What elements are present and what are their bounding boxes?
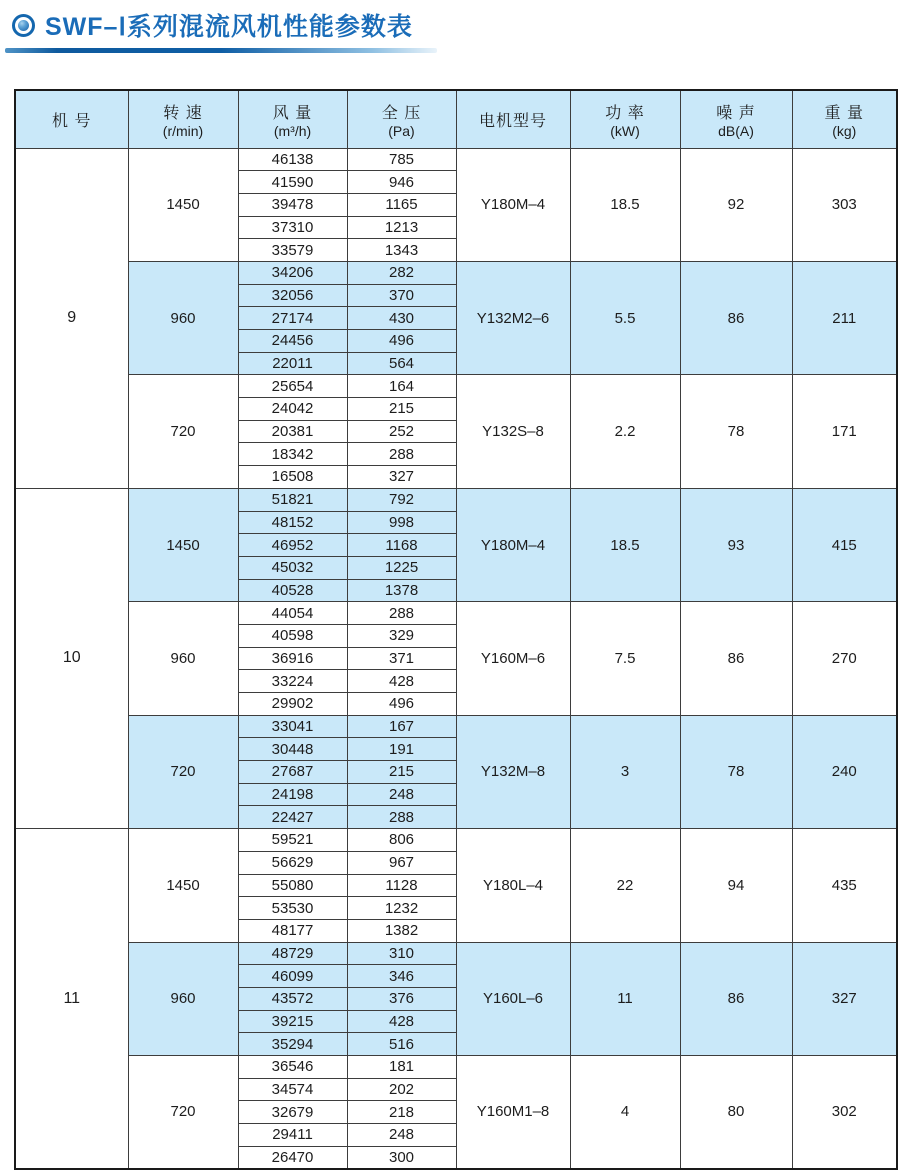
table-row <box>15 261 897 284</box>
table-row <box>15 148 897 171</box>
cell-airflow: 22011 <box>238 352 347 375</box>
cell-pressure: 496 <box>347 693 456 716</box>
cell-pressure: 785 <box>347 148 456 171</box>
cell-speed: 960 <box>128 602 238 715</box>
cell-airflow: 40598 <box>238 624 347 647</box>
cell-airflow: 18342 <box>238 443 347 466</box>
table-row <box>15 375 897 398</box>
table-row <box>15 602 897 625</box>
page-title: SWF–Ⅰ系列混流风机性能参数表 <box>45 13 413 41</box>
cell-power: 18.5 <box>570 148 680 261</box>
cell-airflow: 29411 <box>238 1124 347 1147</box>
cell-pressure: 1225 <box>347 556 456 579</box>
cell-weight: 435 <box>792 829 897 942</box>
cell-weight: 303 <box>792 148 897 261</box>
cell-weight: 211 <box>792 261 897 374</box>
header-row <box>15 90 897 148</box>
title-underline <box>5 48 437 53</box>
cell-pressure: 967 <box>347 851 456 874</box>
table-header <box>15 90 897 148</box>
cell-motor-model: Y160L–6 <box>456 942 570 1055</box>
cell-airflow: 41590 <box>238 171 347 194</box>
cell-pressure: 998 <box>347 511 456 534</box>
cell-airflow: 20381 <box>238 420 347 443</box>
cell-power: 22 <box>570 829 680 942</box>
cell-weight: 270 <box>792 602 897 715</box>
table-row <box>15 488 897 511</box>
cell-weight: 302 <box>792 1056 897 1169</box>
table-row <box>15 1056 897 1079</box>
cell-motor-model: Y160M–6 <box>456 602 570 715</box>
cell-power: 5.5 <box>570 261 680 374</box>
col-header-airflow: 风 量 (m³/h) <box>238 90 347 148</box>
cell-pressure: 1165 <box>347 193 456 216</box>
cell-airflow: 39478 <box>238 193 347 216</box>
cell-pressure: 792 <box>347 488 456 511</box>
cell-pressure: 946 <box>347 171 456 194</box>
cell-airflow: 24198 <box>238 783 347 806</box>
col-header-noise: 噪 声 dB(A) <box>680 90 792 148</box>
cell-airflow: 39215 <box>238 1010 347 1033</box>
cell-power: 2.2 <box>570 375 680 488</box>
cell-motor-model: Y180M–4 <box>456 488 570 601</box>
cell-motor-model: Y180M–4 <box>456 148 570 261</box>
cell-airflow: 46138 <box>238 148 347 171</box>
cell-noise: 86 <box>680 942 792 1055</box>
cell-motor-model: Y160M1–8 <box>456 1056 570 1169</box>
cell-airflow: 53530 <box>238 897 347 920</box>
cell-airflow: 27687 <box>238 761 347 784</box>
cell-power: 18.5 <box>570 488 680 601</box>
cell-pressure: 191 <box>347 738 456 761</box>
cell-pressure: 181 <box>347 1056 456 1079</box>
cell-airflow: 24456 <box>238 330 347 353</box>
table-row <box>15 829 897 852</box>
cell-airflow: 48729 <box>238 942 347 965</box>
cell-airflow: 33579 <box>238 239 347 262</box>
col-header-machine-no: 机 号 <box>15 90 128 148</box>
cell-pressure: 376 <box>347 987 456 1010</box>
cell-speed: 960 <box>128 942 238 1055</box>
cell-airflow: 16508 <box>238 466 347 489</box>
cell-pressure: 1213 <box>347 216 456 239</box>
cell-noise: 78 <box>680 375 792 488</box>
cell-airflow: 32056 <box>238 284 347 307</box>
cell-pressure: 218 <box>347 1101 456 1124</box>
cell-airflow: 26470 <box>238 1146 347 1169</box>
cell-pressure: 370 <box>347 284 456 307</box>
cell-pressure: 1382 <box>347 919 456 942</box>
cell-pressure: 1343 <box>347 239 456 262</box>
cell-airflow: 56629 <box>238 851 347 874</box>
cell-airflow: 33224 <box>238 670 347 693</box>
cell-power: 3 <box>570 715 680 828</box>
cell-noise: 80 <box>680 1056 792 1169</box>
cell-speed: 720 <box>128 375 238 488</box>
cell-speed: 720 <box>128 715 238 828</box>
cell-noise: 86 <box>680 261 792 374</box>
cell-airflow: 45032 <box>238 556 347 579</box>
col-header-motor-model: 电机型号 <box>456 90 570 148</box>
col-header-speed: 转 速 (r/min) <box>128 90 238 148</box>
cell-airflow: 40528 <box>238 579 347 602</box>
cell-airflow: 37310 <box>238 216 347 239</box>
cell-pressure: 282 <box>347 261 456 284</box>
cell-machine-no: 9 <box>15 148 128 488</box>
cell-airflow: 36916 <box>238 647 347 670</box>
cell-airflow: 55080 <box>238 874 347 897</box>
cell-pressure: 806 <box>347 829 456 852</box>
cell-airflow: 22427 <box>238 806 347 829</box>
cell-weight: 415 <box>792 488 897 601</box>
cell-pressure: 371 <box>347 647 456 670</box>
cell-airflow: 44054 <box>238 602 347 625</box>
col-header-pressure: 全 压 (Pa) <box>347 90 456 148</box>
cell-pressure: 327 <box>347 466 456 489</box>
cell-speed: 960 <box>128 261 238 374</box>
cell-machine-no: 11 <box>15 829 128 1169</box>
cell-speed: 720 <box>128 1056 238 1169</box>
cell-airflow: 27174 <box>238 307 347 330</box>
cell-pressure: 516 <box>347 1033 456 1056</box>
cell-airflow: 48177 <box>238 919 347 942</box>
cell-pressure: 430 <box>347 307 456 330</box>
cell-speed: 1450 <box>128 148 238 261</box>
cell-pressure: 564 <box>347 352 456 375</box>
cell-pressure: 310 <box>347 942 456 965</box>
cell-pressure: 167 <box>347 715 456 738</box>
cell-airflow: 33041 <box>238 715 347 738</box>
cell-machine-no: 10 <box>15 488 128 828</box>
table-row <box>15 715 897 738</box>
cell-pressure: 1232 <box>347 897 456 920</box>
cell-airflow: 43572 <box>238 987 347 1010</box>
cell-motor-model: Y132M–8 <box>456 715 570 828</box>
cell-airflow: 30448 <box>238 738 347 761</box>
cell-airflow: 48152 <box>238 511 347 534</box>
cell-pressure: 288 <box>347 806 456 829</box>
cell-pressure: 164 <box>347 375 456 398</box>
cell-pressure: 329 <box>347 624 456 647</box>
cell-speed: 1450 <box>128 488 238 601</box>
cell-airflow: 25654 <box>238 375 347 398</box>
table-row <box>15 942 897 965</box>
cell-noise: 93 <box>680 488 792 601</box>
cell-pressure: 252 <box>347 420 456 443</box>
cell-weight: 240 <box>792 715 897 828</box>
cell-airflow: 46099 <box>238 965 347 988</box>
cell-airflow: 24042 <box>238 398 347 421</box>
cell-noise: 92 <box>680 148 792 261</box>
cell-pressure: 428 <box>347 670 456 693</box>
cell-airflow: 59521 <box>238 829 347 852</box>
bullseye-icon <box>12 14 35 37</box>
cell-motor-model: Y132M2–6 <box>456 261 570 374</box>
cell-power: 4 <box>570 1056 680 1169</box>
cell-pressure: 202 <box>347 1078 456 1101</box>
cell-power: 11 <box>570 942 680 1055</box>
cell-airflow: 34206 <box>238 261 347 284</box>
cell-weight: 327 <box>792 942 897 1055</box>
cell-noise: 86 <box>680 602 792 715</box>
cell-motor-model: Y180L–4 <box>456 829 570 942</box>
col-header-weight: 重 量 (kg) <box>792 90 897 148</box>
table-body <box>15 148 897 1169</box>
cell-pressure: 288 <box>347 443 456 466</box>
cell-motor-model: Y132S–8 <box>456 375 570 488</box>
cell-pressure: 1128 <box>347 874 456 897</box>
cell-airflow: 35294 <box>238 1033 347 1056</box>
cell-weight: 171 <box>792 375 897 488</box>
cell-pressure: 300 <box>347 1146 456 1169</box>
cell-power: 7.5 <box>570 602 680 715</box>
cell-airflow: 32679 <box>238 1101 347 1124</box>
cell-pressure: 248 <box>347 1124 456 1147</box>
cell-pressure: 428 <box>347 1010 456 1033</box>
cell-airflow: 34574 <box>238 1078 347 1101</box>
cell-pressure: 346 <box>347 965 456 988</box>
cell-pressure: 248 <box>347 783 456 806</box>
cell-airflow: 36546 <box>238 1056 347 1079</box>
cell-pressure: 1168 <box>347 534 456 557</box>
cell-pressure: 288 <box>347 602 456 625</box>
cell-pressure: 1378 <box>347 579 456 602</box>
cell-pressure: 215 <box>347 761 456 784</box>
cell-airflow: 46952 <box>238 534 347 557</box>
cell-noise: 94 <box>680 829 792 942</box>
title-block <box>0 0 910 53</box>
fan-performance-table <box>14 89 898 1170</box>
col-header-power: 功 率 (kW) <box>570 90 680 148</box>
cell-pressure: 215 <box>347 398 456 421</box>
cell-pressure: 496 <box>347 330 456 353</box>
cell-speed: 1450 <box>128 829 238 942</box>
cell-noise: 78 <box>680 715 792 828</box>
cell-airflow: 51821 <box>238 488 347 511</box>
cell-airflow: 29902 <box>238 693 347 716</box>
